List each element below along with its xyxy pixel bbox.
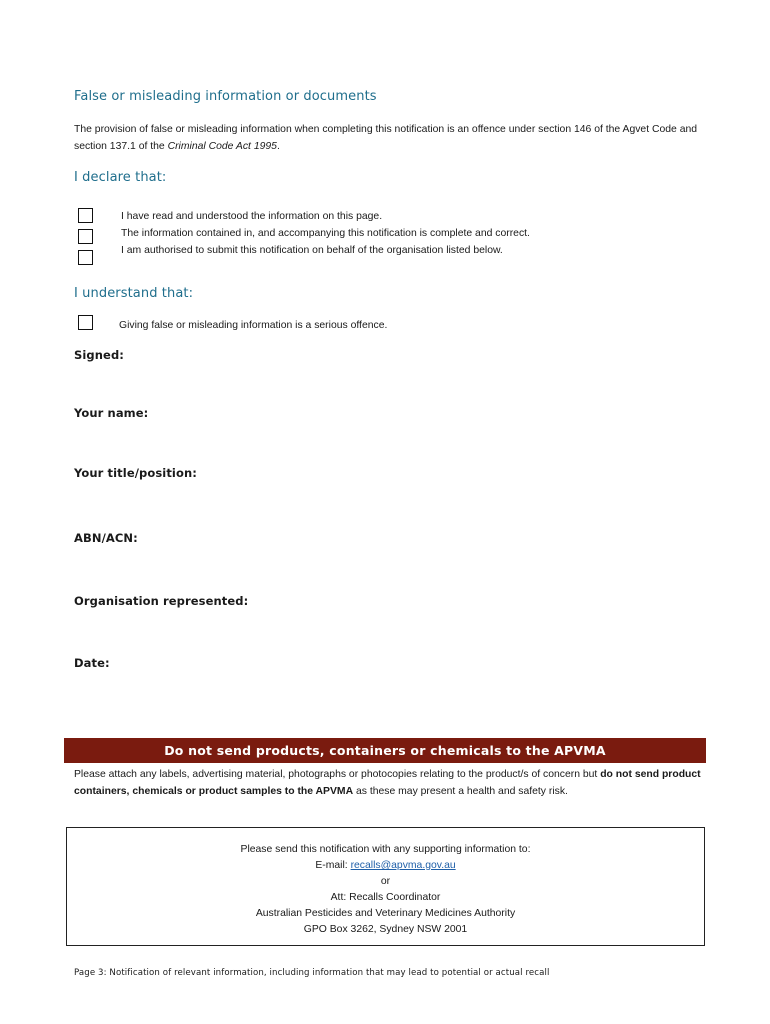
false-info-text-end: . (276, 141, 280, 152)
declare-checkbox-3[interactable] (78, 250, 93, 265)
page-footer: Page 3: Notification of relevant information, including information that may lead to potential or actual recall (74, 968, 550, 978)
email-line (67, 858, 704, 874)
declare-checkbox-1[interactable] (78, 208, 93, 223)
date-label: Date: (74, 656, 110, 670)
understand-heading: I understand that: (74, 286, 194, 301)
false-info-heading: False or misleading information or documents (74, 89, 377, 104)
understand-item-1-label: Giving false or misleading information is a serious offence. (119, 320, 388, 331)
your-name-label: Your name: (74, 406, 149, 420)
authority-line: Australian Pesticides and Veterinary Medicines Authority (255, 908, 516, 919)
signed-label: Signed: (74, 348, 124, 362)
do-not-send-banner: Do not send products, containers or chemicals to the APVMA (64, 738, 706, 763)
send-intro: Please send this notification with any supporting information to: (240, 844, 531, 855)
declare-checkbox-2[interactable] (78, 229, 93, 244)
abn-acn-label: ABN/ACN: (74, 531, 138, 545)
warning-bold-text: do not send product containers, chemicals or product samples to the APVMA (74, 769, 701, 797)
organisation-label: Organisation represented: (74, 594, 249, 608)
false-info-text: The provision of false or misleading information when completing this notification is an offence under section 146 of the Agvet Code and section 137.1 of the (74, 124, 698, 152)
warning-paragraph (74, 766, 704, 800)
or-text: or (380, 876, 391, 887)
address-line: GPO Box 3262, Sydney NSW 2001 (303, 924, 468, 935)
declare-heading: I declare that: (74, 170, 167, 185)
declare-item-3-label: I am authorised to submit this notification on behalf of the organisation listed below. (121, 245, 503, 256)
email-prefix: E-mail: (315, 860, 351, 871)
att-line: Att: Recalls Coordinator (330, 892, 441, 903)
warning-text: Please attach any labels, advertising material, photographs or photocopies relating to the product/s of concern but (74, 769, 601, 780)
declare-item-1-label: I have read and understood the information on this page. (121, 211, 383, 222)
send-to-box (66, 827, 705, 946)
declare-item-2-label: The information contained in, and accompanying this notification is complete and correct. (121, 228, 530, 239)
your-title-label: Your title/position: (74, 466, 197, 480)
false-info-paragraph (74, 121, 704, 155)
criminal-code-act: Criminal Code Act 1995 (167, 141, 277, 152)
email-link[interactable]: recalls@apvma.gov.au (350, 860, 456, 871)
warning-text-end: as these may present a health and safety risk. (353, 786, 568, 797)
understand-checkbox-1[interactable] (78, 315, 93, 330)
